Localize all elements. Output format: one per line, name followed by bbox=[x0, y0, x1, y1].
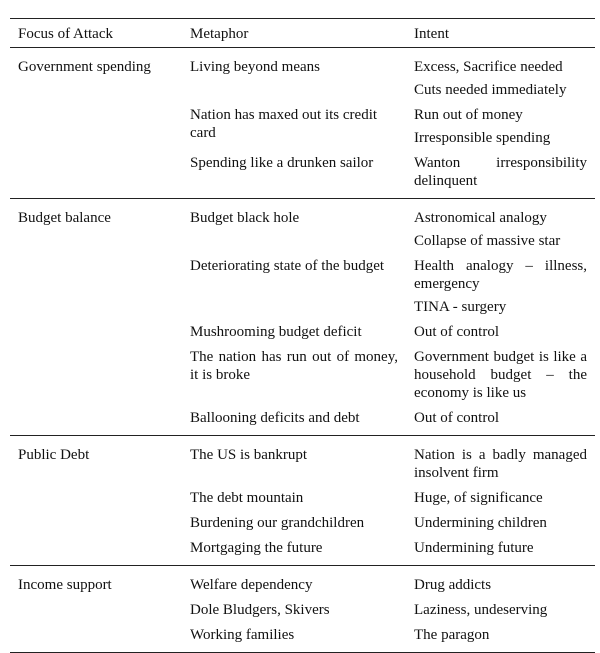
intent-line: Run out of money bbox=[414, 107, 523, 123]
table-row bbox=[10, 436, 595, 490]
intent-cell bbox=[406, 323, 595, 348]
intent-line: Astronomical analogy bbox=[414, 210, 547, 226]
metaphor-cell: Nation has maxed out its credit card bbox=[190, 107, 378, 141]
focus-of-attack-cell bbox=[10, 489, 182, 514]
focus-of-attack-cell bbox=[10, 409, 182, 436]
intent-cell bbox=[406, 601, 595, 626]
table-row bbox=[10, 48, 595, 107]
header-intent: Intent bbox=[406, 19, 595, 48]
intent-line: Out of control bbox=[414, 324, 499, 340]
intent-cell bbox=[406, 409, 595, 436]
intent-line: Government budget is like a household budget – the economy is like us bbox=[414, 349, 587, 401]
focus-of-attack-cell: Government spending bbox=[18, 59, 151, 75]
metaphor-cell: The nation has run out of money, it is broke bbox=[190, 349, 398, 383]
focus-of-attack-cell: Public Debt bbox=[18, 447, 90, 463]
metaphor-cell: Budget black hole bbox=[190, 210, 300, 226]
intent-line: Drug addicts bbox=[414, 577, 492, 593]
intent-line: Excess, Sacrifice needed bbox=[414, 59, 563, 75]
metaphor-cell: The debt mountain bbox=[190, 490, 304, 506]
focus-of-attack-cell: Income support bbox=[18, 577, 112, 593]
table-row bbox=[10, 323, 595, 348]
metaphor-table-container bbox=[10, 18, 595, 653]
table-row bbox=[10, 199, 595, 258]
metaphor-cell: Spending like a drunken sailor bbox=[182, 154, 406, 199]
intent-cell bbox=[406, 348, 595, 409]
metaphor-table bbox=[10, 18, 595, 653]
intent-cell bbox=[406, 626, 595, 653]
table-row bbox=[10, 409, 595, 436]
metaphor-cell: Welfare dependency bbox=[190, 577, 313, 593]
intent-cell bbox=[406, 199, 595, 258]
focus-of-attack-cell bbox=[10, 348, 182, 409]
intent-line: Laziness, undeserving bbox=[414, 602, 548, 618]
intent-line: Undermining children bbox=[414, 515, 547, 531]
metaphor-cell: Ballooning deficits and debt bbox=[182, 409, 406, 436]
intent-line: Cuts needed immediately bbox=[414, 82, 567, 98]
table-row bbox=[10, 489, 595, 514]
intent-line: Undermining future bbox=[414, 540, 534, 556]
focus-of-attack-cell bbox=[10, 601, 182, 626]
metaphor-cell: Burdening our grandchildren bbox=[190, 515, 365, 531]
header-focus-of-attack: Focus of Attack bbox=[10, 19, 182, 48]
metaphor-cell: Dole Bludgers, Skivers bbox=[190, 602, 330, 618]
table-body bbox=[10, 48, 595, 653]
intent-cell bbox=[406, 539, 595, 566]
intent-cell bbox=[406, 514, 595, 539]
header-metaphor: Metaphor bbox=[182, 19, 406, 48]
metaphor-cell: Living beyond means bbox=[190, 59, 320, 75]
table-row bbox=[10, 626, 595, 653]
intent-cell bbox=[406, 154, 595, 199]
table-header bbox=[10, 19, 595, 48]
table-row bbox=[10, 257, 595, 323]
table-row bbox=[10, 566, 595, 602]
intent-line: TINA - surgery bbox=[414, 299, 507, 315]
intent-line: Nation is a badly managed insolvent firm bbox=[414, 447, 587, 481]
intent-line: Wanton irresponsibility delinquent bbox=[414, 155, 587, 189]
intent-cell bbox=[406, 436, 595, 490]
intent-line: The paragon bbox=[414, 627, 490, 643]
intent-cell bbox=[406, 566, 595, 602]
metaphor-cell: Working families bbox=[182, 626, 406, 653]
focus-of-attack-cell bbox=[10, 626, 182, 653]
focus-of-attack-cell: Budget balance bbox=[18, 210, 111, 226]
focus-of-attack-cell bbox=[10, 514, 182, 539]
metaphor-cell: The US is bankrupt bbox=[190, 447, 308, 463]
intent-line: Out of control bbox=[414, 410, 499, 426]
table-row bbox=[10, 514, 595, 539]
intent-cell bbox=[406, 257, 595, 323]
intent-line: Huge, of significance bbox=[414, 490, 543, 506]
intent-cell bbox=[406, 106, 595, 154]
table-row bbox=[10, 154, 595, 199]
focus-of-attack-cell bbox=[10, 154, 182, 199]
focus-of-attack-cell bbox=[10, 106, 182, 154]
intent-cell bbox=[406, 48, 595, 107]
intent-line: Irresponsible spending bbox=[414, 130, 551, 146]
focus-of-attack-cell bbox=[10, 323, 182, 348]
metaphor-cell: Mortgaging the future bbox=[182, 539, 406, 566]
metaphor-cell: Mushrooming budget deficit bbox=[190, 324, 362, 340]
header-row bbox=[10, 19, 595, 48]
intent-cell bbox=[406, 489, 595, 514]
table-row bbox=[10, 601, 595, 626]
focus-of-attack-cell bbox=[10, 257, 182, 323]
intent-line: Health analogy – illness, emergency bbox=[414, 258, 587, 292]
intent-line: Collapse of massive star bbox=[414, 233, 561, 249]
table-row bbox=[10, 106, 595, 154]
metaphor-cell: Deteriorating state of the budget bbox=[190, 258, 385, 274]
focus-of-attack-cell bbox=[10, 539, 182, 566]
table-row bbox=[10, 539, 595, 566]
table-row bbox=[10, 348, 595, 409]
